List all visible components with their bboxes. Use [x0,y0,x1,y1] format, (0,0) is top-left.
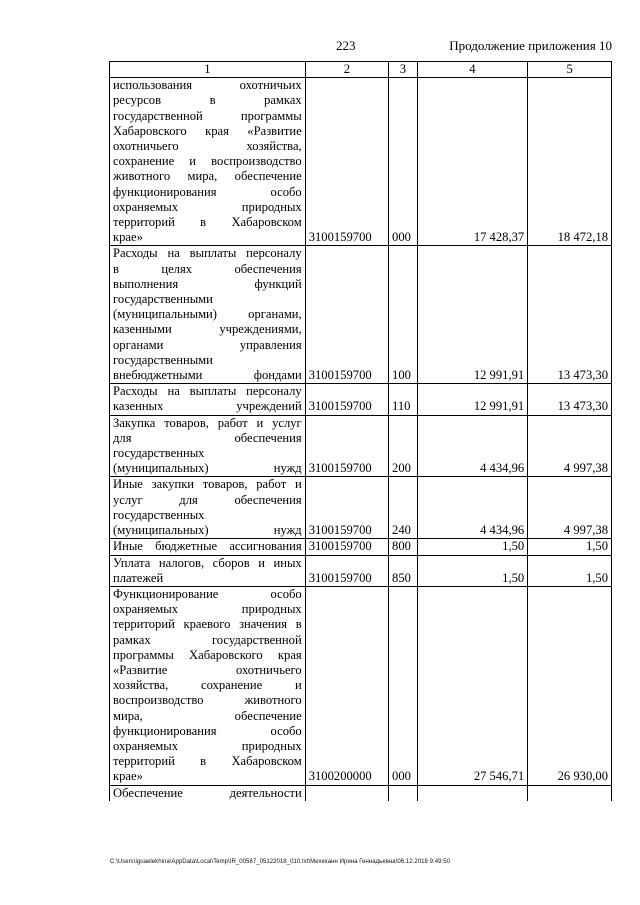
description-line: крае» [113,769,143,784]
row-code: 3100159700 [305,477,388,539]
description-line: охотничьего хозяйства, [113,139,302,154]
row-value-year1: 27 546,71 [417,586,527,785]
row-value-year2: 13 473,30 [528,246,612,384]
table-row [110,246,612,384]
row-description [110,246,306,384]
row-code: 3100159700 [305,384,388,415]
description-line: крае» [113,230,143,245]
description-line: Обеспечение деятельности [113,785,302,800]
description-line: воспроизводство животного [113,693,302,708]
row-value-year2: 1,50 [528,539,612,555]
row-expense-kind: 850 [389,555,418,586]
description-line: рамках государственной [113,632,302,647]
table-row [110,78,612,246]
description-line: Расходы на выплаты персоналу [113,384,302,399]
table-row [110,477,612,539]
row-description [110,415,306,477]
column-header: 1 [110,62,306,78]
row-description [110,384,306,415]
description-line: (муниципальными) органами, [113,307,302,322]
description-line: сохранение и воспроизводство [113,154,302,169]
table-header-row [110,62,612,78]
page-number: 223 [336,38,356,53]
description-line: выполнения функций [113,276,302,291]
description-line: программы Хабаровского края [113,647,302,662]
description-line: охраняемых природных [113,602,302,617]
table-body [110,62,612,801]
table-row [110,539,612,555]
table-row [110,384,612,415]
description-line: Иные закупки товаров, работ и [113,477,302,492]
row-value-year2: 4 997,38 [528,477,612,539]
description-line: охраняемых природных [113,199,302,214]
table-row [110,415,612,477]
row-value-year1: 4 434,96 [417,415,527,477]
description-line: государственных [113,446,205,461]
row-expense-kind: 240 [389,477,418,539]
row-code [305,785,388,801]
row-description [110,477,306,539]
row-code: 3100159700 [305,415,388,477]
description-line: государственных [113,507,205,522]
description-line: Иные бюджетные ассигнования [113,539,302,554]
row-expense-kind: 000 [389,586,418,785]
description-line: охраняемых природных [113,738,302,753]
row-value-year1: 1,50 [417,555,527,586]
description-line: мира, обеспечение [113,708,302,723]
description-line: в целях обеспечения [113,261,302,276]
description-line: хозяйства, сохранение и [113,678,302,693]
budget-table [109,61,612,801]
row-expense-kind: 110 [389,384,418,415]
description-line: использования охотничьих [113,78,302,93]
description-line: «Развитие охотничьего [113,662,302,677]
column-header: 3 [389,62,418,78]
row-value-year1: 17 428,37 [417,78,527,246]
row-value-year2: 18 472,18 [528,78,612,246]
description-line: территорий в Хабаровском [113,215,302,230]
description-line: функционирования особо [113,184,302,199]
row-code: 3100200000 [305,586,388,785]
row-value-year1: 1,50 [417,539,527,555]
row-code: 3100159700 [305,78,388,246]
row-description [110,555,306,586]
row-description [110,539,306,555]
description-line: функционирования особо [113,723,302,738]
description-line: Функционирование особо [113,586,302,601]
description-line: (муниципальных) нужд [113,461,302,476]
row-value-year2: 1,50 [528,555,612,586]
description-line: Уплата налогов, сборов и иных [113,555,302,570]
row-code: 3100159700 [305,539,388,555]
column-header: 2 [305,62,388,78]
row-description [110,586,306,785]
footer-file-path: C:\Users\iguaelekhina\AppData\Local\Temp\IR_00587_05122018_010.txt\Мехеханн Ирина Геннадьевна\06.12.2018 9:49:50 [110,859,451,865]
row-value-year1: 12 991,91 [417,246,527,384]
row-value-year2 [528,785,612,801]
description-line: государственной программы [113,108,302,123]
row-expense-kind: 000 [389,78,418,246]
description-line: (муниципальных) нужд [113,523,302,538]
description-line: органами управления [113,337,302,352]
row-expense-kind [389,785,418,801]
description-line: Расходы на выплаты персоналу [113,246,302,261]
description-line: для обеспечения [113,430,302,445]
row-value-year1 [417,785,527,801]
description-line: государственными [113,352,213,367]
description-line: Хабаровского края «Развитие [113,123,302,138]
row-expense-kind: 100 [389,246,418,384]
row-value-year2: 26 930,00 [528,586,612,785]
table-row [110,555,612,586]
table-row [110,785,612,801]
row-code: 3100159700 [305,246,388,384]
description-line: услуг для обеспечения [113,492,302,507]
appendix-caption: Продолжение приложения 10 [449,38,612,53]
description-line: территорий в Хабаровском [113,754,302,769]
row-value-year2: 13 473,30 [528,384,612,415]
description-line: ресурсов в рамках [113,93,302,108]
row-value-year2: 4 997,38 [528,415,612,477]
row-expense-kind: 800 [389,539,418,555]
row-value-year1: 12 991,91 [417,384,527,415]
row-value-year1: 4 434,96 [417,477,527,539]
description-line: казенными учреждениями, [113,322,302,337]
row-code: 3100159700 [305,555,388,586]
description-line: животного мира, обеспечение [113,169,302,184]
description-line: территорий краевого значения в [113,617,302,632]
column-header: 5 [528,62,612,78]
description-line: платежей [113,570,164,585]
row-description [110,78,306,246]
description-line: внебюджетными фондами [113,368,302,383]
column-header: 4 [417,62,527,78]
row-description [110,785,306,801]
description-line: государственными [113,292,213,307]
row-expense-kind: 200 [389,415,418,477]
description-line: Закупка товаров, работ и услуг [113,415,302,430]
description-line: казенных учреждений [113,399,302,414]
table-row [110,586,612,785]
